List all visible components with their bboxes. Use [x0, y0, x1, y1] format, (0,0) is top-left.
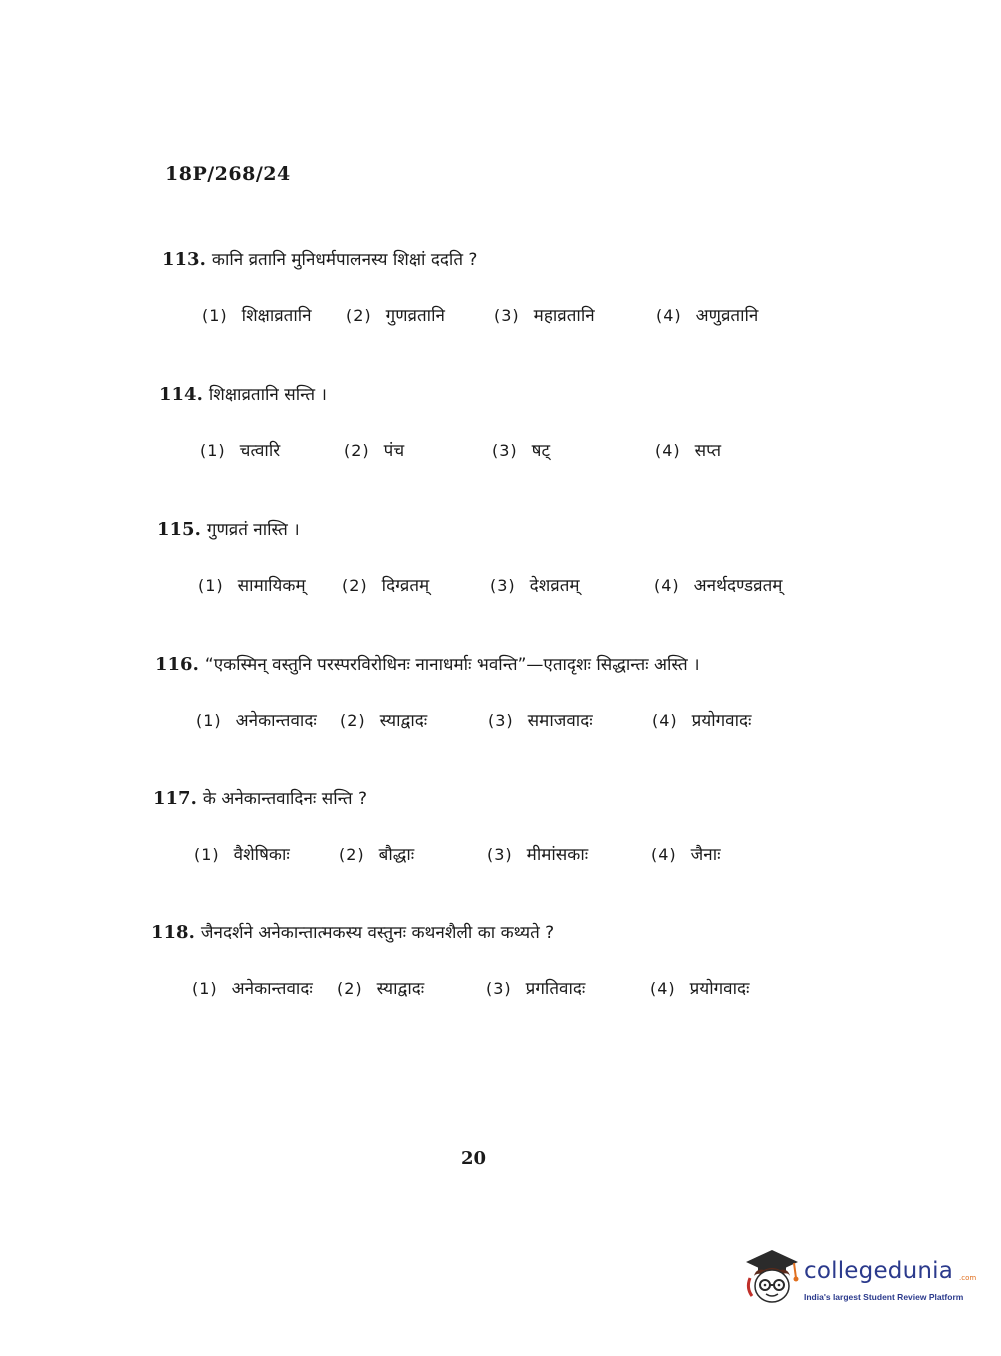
option-4 [654, 573, 782, 599]
option-label: (3) [490, 576, 516, 595]
question-line [159, 380, 327, 409]
option-label: (3) [488, 711, 514, 730]
brand-dotcom: .com [959, 1274, 977, 1282]
option-label: (1) [198, 576, 224, 595]
question-113 [0, 245, 1001, 375]
option-3 [490, 573, 580, 599]
option-1 [200, 438, 280, 464]
option-3 [486, 976, 585, 1002]
question-text: जैनदर्शने अनेकान्तात्मकस्य वस्तुनः कथनशैली का कथ्यते ? [200, 923, 555, 943]
question-text: के अनेकान्तवादिनः सन्ति ? [202, 789, 367, 809]
option-1 [202, 303, 312, 329]
question-text: “एकस्मिन् वस्तुनि परस्परविरोधिनः नानाधर्माः भवन्ति”—एतादृशः सिद्धान्तः अस्ति । [204, 655, 700, 675]
question-line [153, 784, 367, 813]
option-4 [655, 438, 721, 464]
option-text: वैशेषिकाः [233, 845, 290, 865]
option-label: (3) [487, 845, 513, 864]
question-line [162, 245, 477, 274]
option-label: (2) [339, 845, 365, 864]
option-text: मीमांसकाः [526, 845, 589, 865]
option-text: गुणव्रतानि [385, 306, 445, 326]
option-text: पंच [383, 441, 405, 461]
question-text: शिक्षाव्रतानि सन्ति । [208, 385, 327, 405]
option-text: समाजवादः [527, 711, 593, 731]
option-text: अनेकान्तवादः [231, 979, 313, 999]
option-2 [344, 438, 404, 464]
option-text: महाव्रतानि [533, 306, 595, 326]
question-116 [0, 650, 1001, 780]
option-4 [651, 842, 721, 868]
option-3 [487, 842, 588, 868]
option-text: प्रगतिवादः [525, 979, 586, 999]
option-text: अनर्थदण्डव्रतम् [693, 576, 783, 596]
option-text: प्रयोगवादः [691, 711, 752, 731]
question-114 [0, 380, 1001, 510]
option-text: स्याद्वादः [379, 711, 428, 731]
option-text: चत्वारि [239, 441, 281, 461]
option-text: अनेकान्तवादः [235, 711, 317, 731]
option-4 [650, 976, 750, 1002]
option-label: (2) [346, 306, 372, 325]
option-text: सामायिकम् [237, 576, 306, 596]
question-text: कानि व्रतानि मुनिधर्मपालनस्य शिक्षां ददति ? [211, 250, 478, 270]
option-label: (2) [337, 979, 363, 998]
brand-name: collegedunia [804, 1258, 954, 1284]
option-1 [194, 842, 290, 868]
question-number: 117. [153, 788, 197, 809]
question-number: 116. [155, 654, 199, 675]
option-text: अणुव्रतानि [695, 306, 759, 326]
option-label: (1) [194, 845, 220, 864]
mascot-icon [742, 1248, 802, 1308]
option-text: सप्त [694, 441, 722, 461]
option-label: (3) [486, 979, 512, 998]
option-label: (4) [656, 306, 682, 325]
option-2 [340, 708, 427, 734]
question-line [157, 515, 300, 544]
option-label: (4) [655, 441, 681, 460]
option-label: (2) [344, 441, 370, 460]
question-number: 114. [159, 384, 203, 405]
option-label: (1) [200, 441, 226, 460]
option-text: शिक्षाव्रतानि [241, 306, 312, 326]
option-label: (1) [196, 711, 222, 730]
option-text: बौद्धाः [378, 845, 415, 865]
option-label: (1) [192, 979, 218, 998]
option-text: प्रयोगवादः [689, 979, 750, 999]
option-label: (4) [651, 845, 677, 864]
option-text: जैनाः [690, 845, 721, 865]
option-label: (4) [650, 979, 676, 998]
option-4 [652, 708, 752, 734]
option-label: (3) [494, 306, 520, 325]
paper-code: 18P/268/24 [165, 163, 291, 185]
option-4 [656, 303, 758, 329]
question-118 [0, 918, 1001, 1048]
option-1 [198, 573, 306, 599]
option-1 [196, 708, 317, 734]
option-label: (4) [654, 576, 680, 595]
page-number: 20 [461, 1148, 487, 1169]
collegedunia-logo [742, 1248, 977, 1310]
option-3 [488, 708, 593, 734]
option-label: (1) [202, 306, 228, 325]
question-line [155, 650, 700, 679]
question-117 [0, 784, 1001, 914]
option-1 [192, 976, 313, 1002]
option-text: दिग्व्रतम् [381, 576, 430, 596]
question-115 [0, 515, 1001, 645]
question-text: गुणव्रतं नास्ति । [206, 520, 300, 540]
option-label: (3) [492, 441, 518, 460]
option-2 [339, 842, 414, 868]
option-2 [346, 303, 445, 329]
option-label: (4) [652, 711, 678, 730]
option-2 [342, 573, 429, 599]
question-number: 113. [162, 249, 206, 270]
option-label: (2) [340, 711, 366, 730]
option-3 [492, 438, 550, 464]
question-number: 115. [157, 519, 201, 540]
option-text: देशव्रतम् [529, 576, 580, 596]
question-line [151, 918, 554, 947]
option-3 [494, 303, 595, 329]
option-2 [337, 976, 424, 1002]
question-number: 118. [151, 922, 195, 943]
option-label: (2) [342, 576, 368, 595]
option-text: स्याद्वादः [376, 979, 425, 999]
option-text: षट् [531, 441, 551, 461]
brand-tagline: India's largest Student Review Platform [804, 1292, 964, 1302]
